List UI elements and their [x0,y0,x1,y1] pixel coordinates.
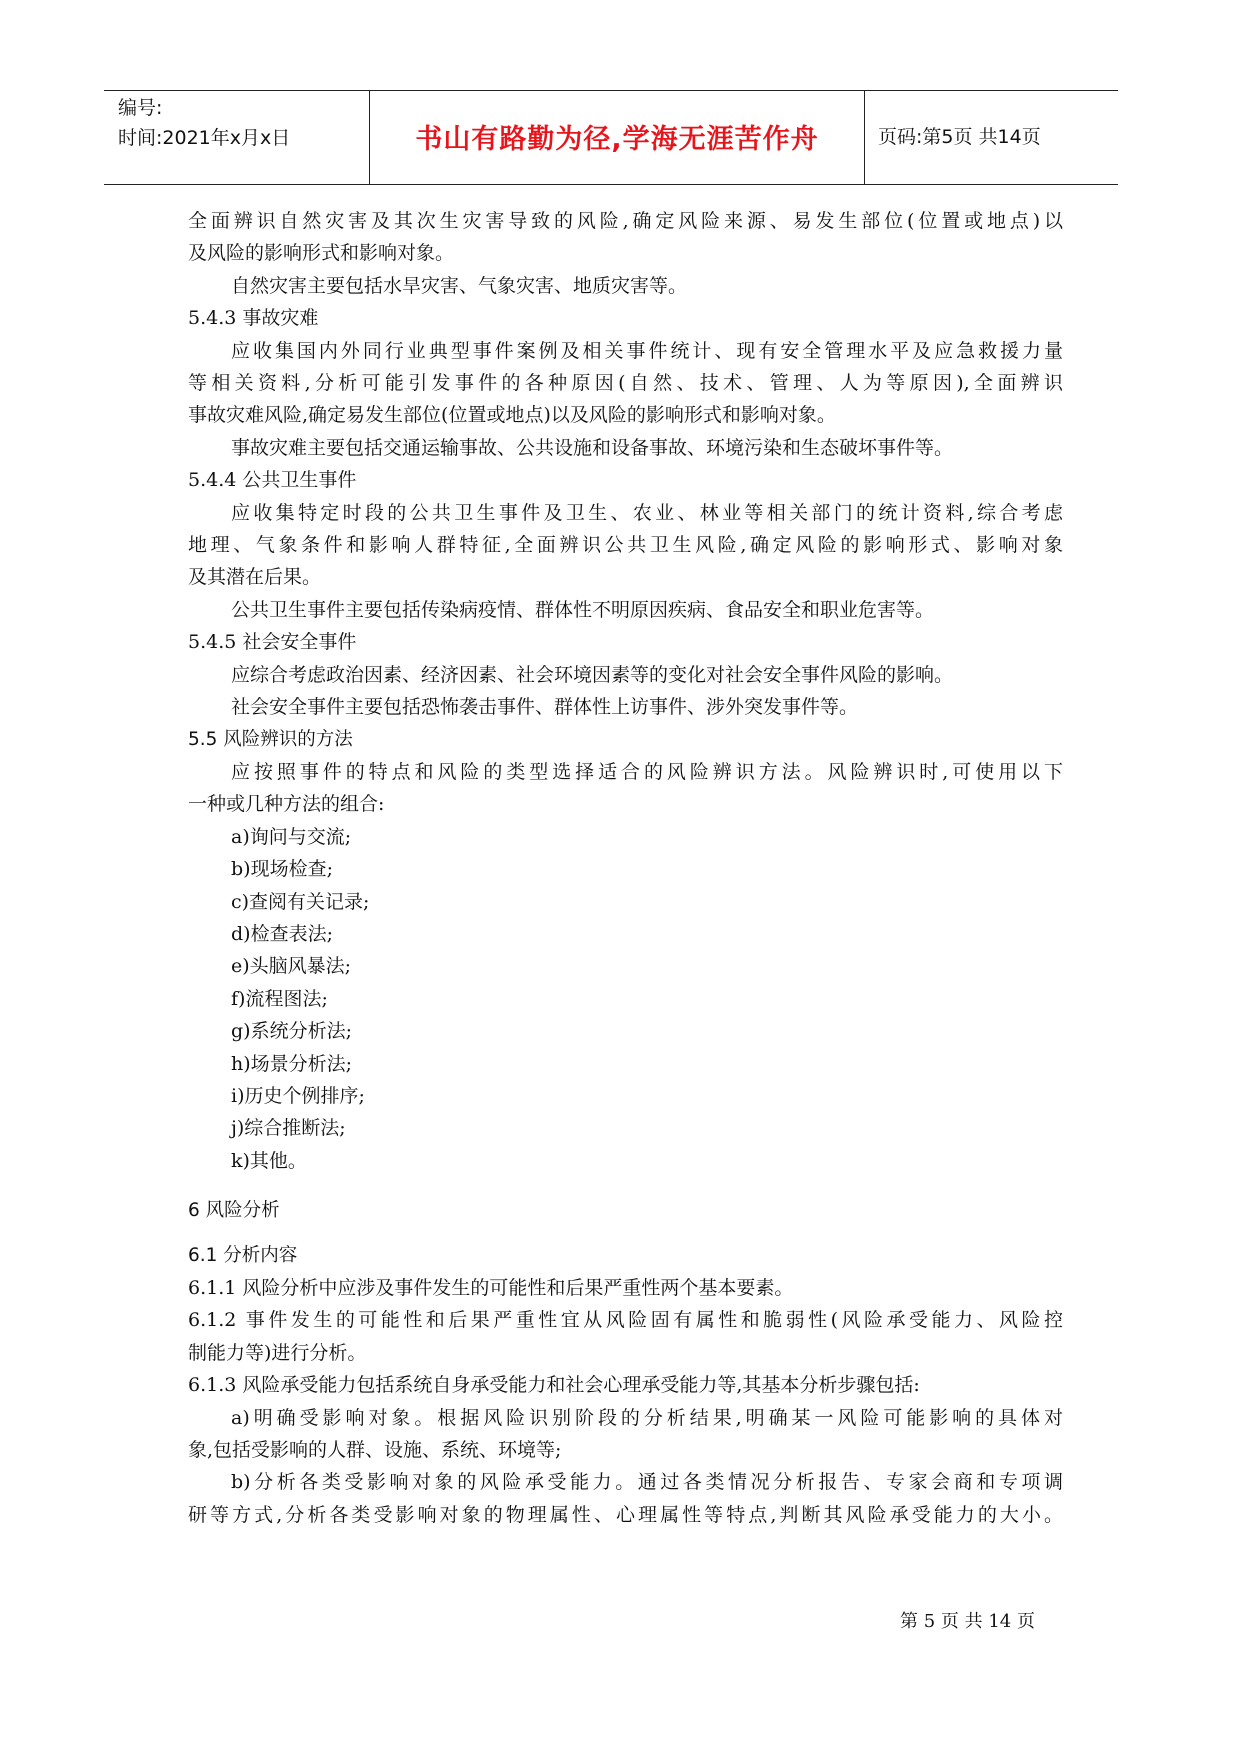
document-header [104,90,1118,185]
paragraph-line: 应按照事件的特点和风险的类型选择适合的风险辨识方法。风险辨识时,可使用以下 [231,760,1063,783]
section-heading-5-4-4: 5.4.4 公共卫生事件 [188,469,357,492]
header-motto-cell [369,91,865,184]
section-heading-5-5: 5.5 风险辨识的方法 [188,728,353,750]
document-time-label: 时间:2021年x月x日 [118,127,291,149]
list-item: h)场景分析法; [231,1052,353,1075]
paragraph: 社会安全事件主要包括恐怖袭击事件、群体性上访事件、涉外突发事件等。 [231,696,859,719]
header-motto: 书山有路勤为径,学海无涯苦作舟 [415,124,819,155]
paragraph-line: 事故灾难风险,确定易发生部位(位置或地点)以及风险的影响形式和影响对象。 [188,404,836,427]
section-heading-6: 6 风险分析 [188,1200,280,1222]
paragraph-line: 一种或几种方法的组合: [188,793,385,816]
method-list [188,821,1063,1177]
paragraph-line: 及其潜在后果。 [188,566,322,589]
document-number-label: 编号: [118,97,163,119]
list-item: a)询问与交流; [231,825,352,848]
paragraph: 事故灾难主要包括交通运输事故、公共设施和设备事故、环境污染和生态破坏事件等。 [231,436,954,459]
paragraph-line: 等相关资料,分析可能引发事件的各种原因(自然、技术、管理、人为等原因),全面辨识 [188,372,1063,395]
paragraph-line: 制能力等)进行分析。 [188,1341,367,1364]
paragraph: 6.1.1 风险分析中应涉及事件发生的可能性和后果严重性两个基本要素。 [188,1277,794,1299]
page-footer: 第 5 页 共 14 页 [900,1611,1035,1632]
paragraph-line: 地理、气象条件和影响人群特征,全面辨识公共卫生风险,确定风险的影响形式、影响对象 [188,534,1063,557]
paragraph: 自然灾害主要包括水旱灾害、气象灾害、地质灾害等。 [231,274,688,297]
section-heading-5-4-3: 5.4.3 事故灾难 [188,307,319,330]
header-page-label: 页码:第5页 共14页 [878,126,1041,148]
paragraph-line: 全面辨识自然灾害及其次生灾害导致的风险,确定风险来源、易发生部位(位置或地点)以 [188,210,1063,232]
paragraph-line: b)分析各类受影响对象的风险承受能力。通过各类情况分析报告、专家会商和专项调 [231,1471,1063,1494]
paragraph-line: 6.1.2 事件发生的可能性和后果严重性宜从风险固有属性和脆弱性(风险承受能力、风险控 [188,1309,1063,1332]
paragraph-line: 研等方式,分析各类受影响对象的物理属性、心理属性等特点,判断其风险承受能力的大小。 [188,1503,1063,1526]
paragraph-line: 及风险的影响形式和影响对象。 [188,242,455,265]
list-item: i)历史个例排序; [231,1084,365,1107]
paragraph-line: 应收集特定时段的公共卫生事件及卫生、农业、林业等相关部门的统计资料,综合考虑 [231,501,1063,524]
list-item: f)流程图法; [231,987,328,1010]
document-body [188,205,1063,1531]
list-item: e)头脑风暴法; [231,955,352,978]
list-item: g)系统分析法; [231,1020,352,1043]
section-heading-5-4-5: 5.4.5 社会安全事件 [188,631,357,654]
paragraph: 6.1.3 风险承受能力包括系统自身承受能力和社会心理承受能力等,其基本分析步骤包括: [188,1374,920,1397]
paragraph-line: a)明确受影响对象。根据风险识别阶段的分析结果,明确某一风险可能影响的具体对 [231,1406,1063,1429]
list-item: b)现场检查; [231,858,333,881]
paragraph: 公共卫生事件主要包括传染病疫情、群体性不明原因疾病、食品安全和职业危害等。 [231,598,935,621]
list-item: k)其他。 [231,1149,307,1172]
paragraph: 应综合考虑政治因素、经济因素、社会环境因素等的变化对社会安全事件风险的影响。 [231,663,954,686]
section-heading-6-1: 6.1 分析内容 [188,1244,298,1266]
list-item: j)综合推断法; [231,1117,346,1140]
paragraph-line: 应收集国内外同行业典型事件案例及相关事件统计、现有安全管理水平及应急救援力量 [231,339,1063,362]
list-item: d)检查表法; [231,922,333,945]
paragraph-line: 象,包括受影响的人群、设施、系统、环境等; [188,1439,562,1462]
list-item: c)查阅有关记录; [231,890,370,913]
